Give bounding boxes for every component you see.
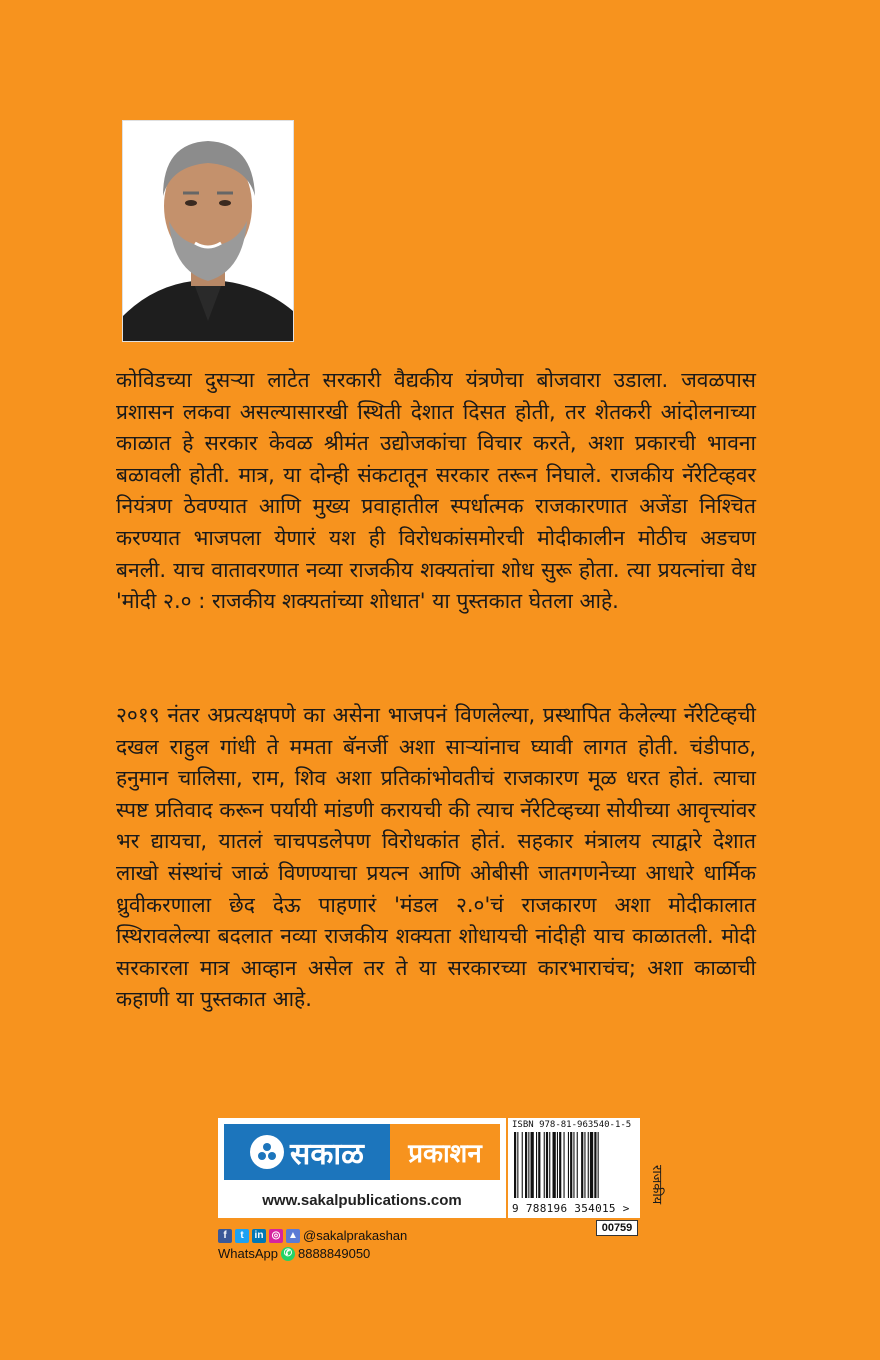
barcode-bar [525,1132,527,1198]
barcode-digits: 9 788196 354015 > [512,1202,630,1215]
blurb-text-1: कोविडच्या दुसऱ्या लाटेत सरकारी वैद्यकीय यंत्रणेचा बोजवारा उडाला. जवळपास प्रशासन लकवा असल्यासारखी स्थिती देशात दिसत होती, तर शेतकरी आंदोलनाच्या काळात हे सरकार केवळ श्रीमंत उद्योजकांचा विचार करते, अशा प्रकारची भावना बळावली होती. मात्र, या दोन्ही संकटातून सरकार तरून निघाले. राजकीय नॅरेटिव्हवर नियंत्रण ठेवण्यात आणि मुख्य प्रवाहातील स्पर्धात्मक राजकारणात अजेंडा निश्चित करण्यात भाजपला येणारं यश ही विरोधकांसमोरची मोदीकालीन मोठीच अडचण बनली. याच वातावरणात नव्या राजकीय शक्यतांचा शोध सुरू होता. त्या प्रयत्नांचा वेध 'मोदी २.० : राजकीय शक्यतांच्या शोधात' या पुस्तकात घेतला आहे. [116,368,756,614]
barcode-bar [584,1132,585,1198]
barcode-bar [557,1132,558,1198]
publisher-name: सकाळ [290,1136,364,1172]
blurb-text-2: २०१९ नंतर अप्रत्यक्षपणे का असेना भाजपनं विणलेल्या, प्रस्थापित केलेल्या नॅरेटिव्हची दखल राहुल गांधी ते ममता बॅनर्जी अशा साऱ्यांनाच घ्यावी लागत होती. चंडीपाठ, हनुमान चालिसा, राम, शिव अशा प्रतिकांभोवतीचं राजकारण मूळ धरत होतं. त्याचा स्पष्ट प्रतिवाद करून पर्यायी मांडणी करायची की त्याच नॅरेटिव्हच्या सोयीच्या आवृत्त्यांवर भर द्यायचा, यातलं चाचपडलेपण विरोधकांत होतं. सहकार मंत्रालय त्याद्वारे देशात लाखो संस्थांचं जाळं विणण्याचा प्रयत्न आणि ओबीसी जातगणनेच्या आधारे धार्मिक ध्रुवीकरणाला छेद देऊ पाहणारं 'मंडल २.०'चं राजकारण अशा मोदीकालात स्थिरावलेल्या बदलात नव्या राजकीय शक्यता शोधायची नांदीही याच काळातली. मोदी सरकारला मात्र आव्हान असेल तर ते या सरकारच्या कारभाराचंच; अशा काळाची कहाणी या पुस्तकात आहे. [116,703,756,1012]
barcode-bar [573,1132,574,1198]
barcode-bar [536,1132,537,1198]
publisher-logo [224,1124,500,1180]
whatsapp-label: WhatsApp [218,1246,278,1261]
koo-icon[interactable]: ▲ [286,1229,300,1243]
barcode-bar [577,1132,578,1198]
facebook-icon[interactable]: f [218,1229,232,1243]
blurb-paragraph-2 [116,700,756,1016]
barcode-bar [590,1132,593,1198]
barcode-bar [570,1132,572,1198]
barcode-bar [546,1132,548,1198]
barcode-bar [564,1132,565,1198]
barcode-bar [568,1132,569,1198]
barcode-bar [528,1132,529,1198]
instagram-icon[interactable]: ◎ [269,1229,283,1243]
publisher-name-panel [224,1124,390,1180]
linkedin-icon[interactable]: in [252,1229,266,1243]
barcode-bar [594,1132,596,1198]
price-code: 00759 [596,1220,638,1236]
barcode-bar [581,1132,583,1198]
barcode-bar [514,1132,516,1198]
author-photo [122,120,294,342]
barcode-bar [598,1132,599,1198]
publisher-website: www.sakalpublications.com [262,1192,462,1209]
barcode-bar [517,1132,518,1198]
whatsapp-number: 8888849050 [297,1246,371,1261]
barcode-bar [588,1132,589,1198]
barcode-bar [531,1132,534,1198]
blurb-paragraph-1 [116,365,756,618]
barcode-bars [512,1132,636,1200]
barcode-bar [559,1132,561,1198]
sakal-emblem-icon [250,1135,284,1169]
twitter-icon[interactable]: t [235,1229,249,1243]
whatsapp-icon[interactable]: ✆ [281,1247,295,1261]
social-links [218,1228,407,1243]
publisher-logo-block [218,1118,506,1218]
whatsapp-contact [218,1246,370,1261]
publisher-tagline: प्रकाशन [390,1124,500,1180]
barcode-bar [538,1132,540,1198]
isbn-barcode [508,1118,640,1218]
category-label: राजकीय [649,1165,664,1205]
barcode-bar [522,1132,523,1198]
author-portrait-icon [123,121,293,341]
barcode-bar [549,1132,550,1198]
isbn-label: ISBN 978-81-963540-1-5 [512,1120,632,1130]
social-handle: @sakalprakashan [303,1228,408,1243]
barcode-bar [544,1132,545,1198]
barcode-bar [553,1132,556,1198]
